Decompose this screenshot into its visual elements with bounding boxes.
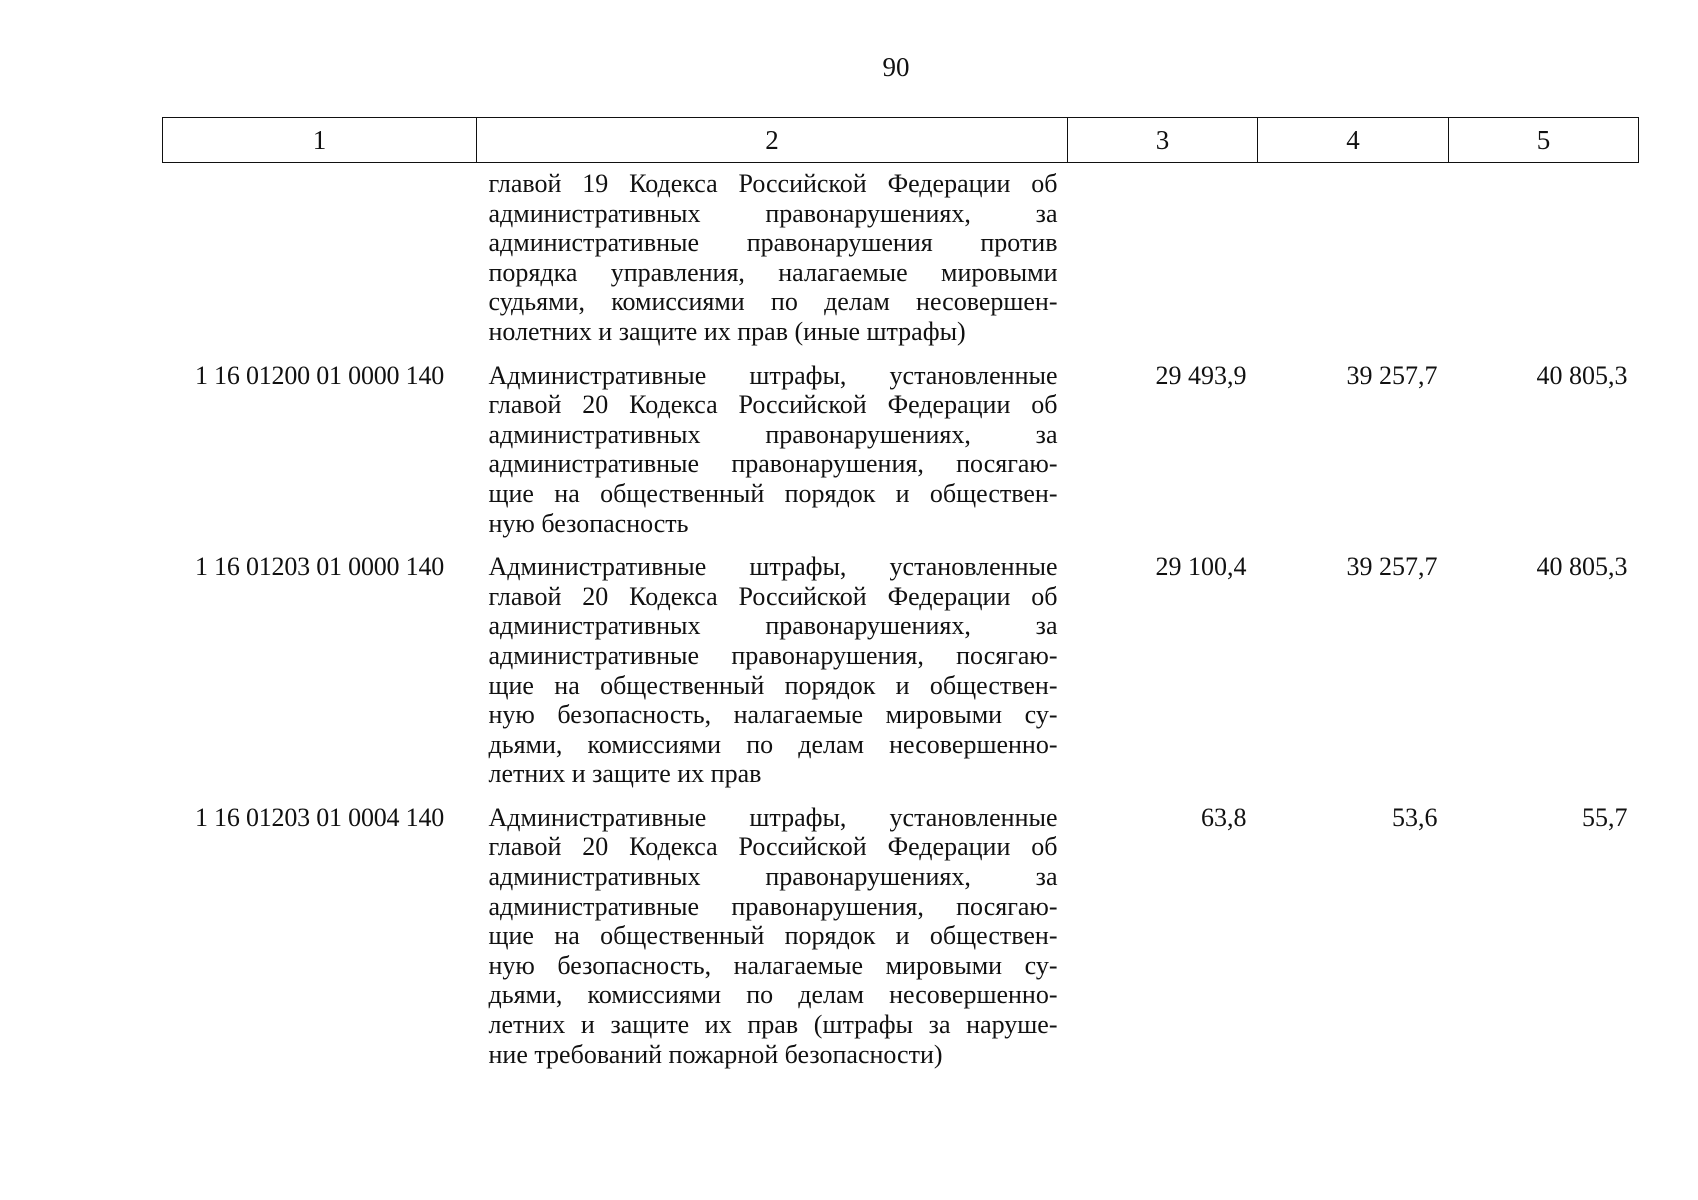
description-line: административные правонарушения, посягаю- bbox=[488, 449, 1058, 479]
description-line: административные правонарушения против bbox=[488, 228, 1058, 258]
amount-cell-col3 bbox=[1068, 163, 1258, 347]
description-line: административных правонарушениях, за bbox=[488, 862, 1058, 892]
budget-code-cell bbox=[163, 163, 477, 347]
column-header-3: 3 bbox=[1068, 118, 1258, 163]
description-cell bbox=[477, 538, 1068, 789]
amount-cell-col3: 63,8 bbox=[1201, 802, 1247, 832]
amount-cell-col4: 53,6 bbox=[1392, 802, 1438, 832]
description-line: административных правонарушениях, за bbox=[488, 611, 1058, 641]
description-line: Административные штрафы, установленные bbox=[488, 802, 1058, 832]
amount-cell-col5: 55,7 bbox=[1582, 802, 1628, 832]
description-line: ную безопасность, налагаемые мировыми су- bbox=[488, 700, 1058, 730]
description-line: щие на общественный порядок и обществен- bbox=[488, 670, 1058, 700]
table-row bbox=[163, 163, 1639, 347]
description-line: нолетних и защите их прав (иные штрафы) bbox=[488, 316, 966, 346]
amount-cell-col3: 29 100,4 bbox=[1155, 552, 1247, 582]
description-line: главой 19 Кодекса Российской Федерации об bbox=[488, 169, 1058, 198]
description-line: ние требований пожарной безопасности) bbox=[488, 1039, 943, 1069]
description-line: административные правонарушения, посягаю- bbox=[488, 891, 1058, 921]
revenue-table bbox=[162, 117, 1639, 1069]
budget-code-cell: 1 16 01200 01 0000 140 bbox=[194, 360, 445, 390]
description-line: главой 20 Кодекса Российской Федерации об bbox=[488, 832, 1058, 862]
amount-cell-col3: 29 493,9 bbox=[1155, 360, 1247, 390]
description-line: порядка управления, налагаемые мировыми bbox=[488, 257, 1058, 287]
amount-cell-col5: 40 805,3 bbox=[1536, 552, 1628, 582]
description-line: щие на общественный порядок и обществен- bbox=[488, 478, 1058, 508]
table-row bbox=[163, 347, 1639, 539]
description-cell bbox=[477, 163, 1068, 347]
description-cell bbox=[477, 347, 1068, 539]
description-line: летних и защите их прав bbox=[488, 759, 762, 789]
budget-code-cell: 1 16 01203 01 0000 140 bbox=[194, 552, 445, 582]
table-row bbox=[163, 538, 1639, 789]
description-line: дьями, комиссиями по делам несовершенно- bbox=[488, 729, 1058, 759]
description-line: дьями, комиссиями по делам несовершенно- bbox=[488, 980, 1058, 1010]
description-line: главой 20 Кодекса Российской Федерации об bbox=[488, 581, 1058, 611]
description-line: ную безопасность bbox=[488, 508, 689, 538]
table-header bbox=[163, 118, 1639, 163]
description-line: судьями, комиссиями по делам несовершен- bbox=[488, 287, 1058, 317]
description-line: летних и защите их прав (штрафы за наруше- bbox=[488, 1010, 1058, 1040]
description-cell bbox=[477, 789, 1068, 1069]
description-line: административных правонарушениях, за bbox=[488, 198, 1058, 228]
amount-cell-col4: 39 257,7 bbox=[1346, 360, 1438, 390]
amount-cell-col4 bbox=[1258, 163, 1449, 347]
description-line: административных правонарушениях, за bbox=[488, 419, 1058, 449]
table-row bbox=[163, 789, 1639, 1069]
budget-code-cell: 1 16 01203 01 0004 140 bbox=[194, 802, 445, 832]
description-line: ную безопасность, налагаемые мировыми су- bbox=[488, 950, 1058, 980]
column-header-4: 4 bbox=[1258, 118, 1449, 163]
description-line: Административные штрафы, установленные bbox=[488, 360, 1058, 390]
table-body bbox=[163, 163, 1639, 1070]
description-line: главой 20 Кодекса Российской Федерации об bbox=[488, 390, 1058, 420]
column-header-5: 5 bbox=[1449, 118, 1639, 163]
column-header-1: 1 bbox=[163, 118, 477, 163]
description-line: щие на общественный порядок и обществен- bbox=[488, 921, 1058, 951]
page-number: 90 bbox=[882, 52, 910, 82]
amount-cell-col5: 40 805,3 bbox=[1536, 360, 1628, 390]
description-line: административные правонарушения, посягаю- bbox=[488, 640, 1058, 670]
description-line: Административные штрафы, установленные bbox=[488, 552, 1058, 582]
amount-cell-col5 bbox=[1449, 163, 1639, 347]
amount-cell-col4: 39 257,7 bbox=[1346, 552, 1438, 582]
column-header-2: 2 bbox=[477, 118, 1068, 163]
